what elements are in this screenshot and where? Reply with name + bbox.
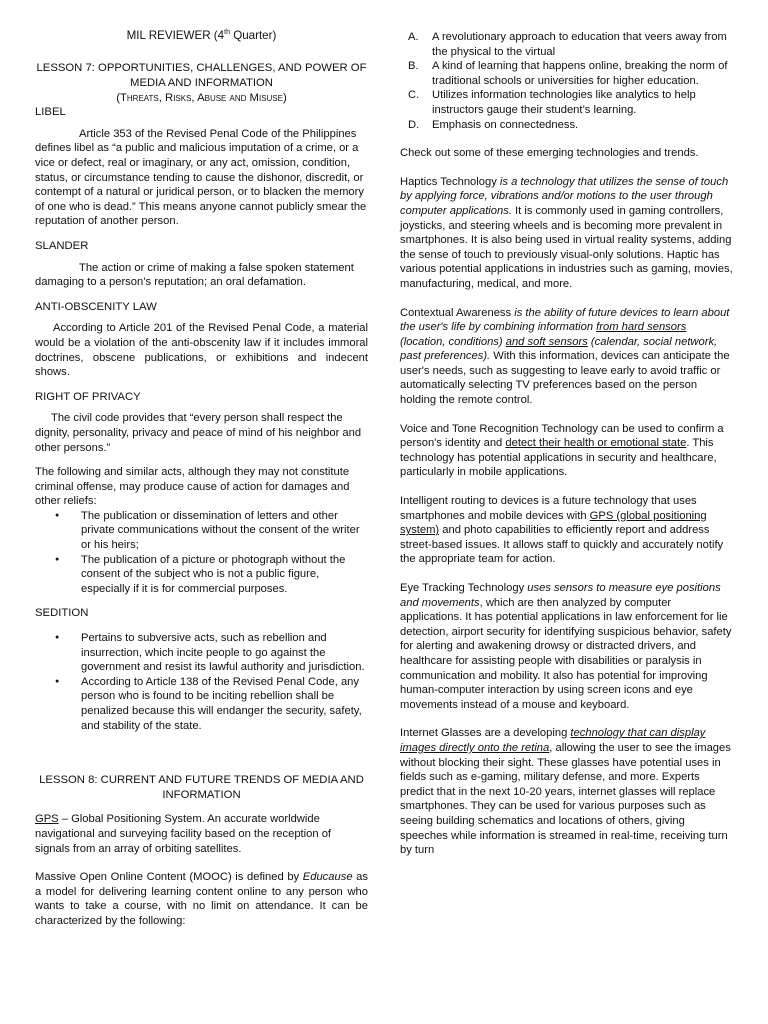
- privacy-acts-paragraph: The following and similar acts, although they may not constitute criminal offense, may produce cause of action for damages and other reliefs:: [35, 466, 350, 508]
- eye-tracking-paragraph: Eye Tracking Technology uses sensors to measure eye positions and movements, which are then analyzed by computer applications. It has potential applications in law enforcement for lie detection, airport security for identifying suspicious behavior, safety for alerting and awakening drowsy or distracted drivers, and healthcare for assisting people with disabilities or paralysis in communication and mobility. It also has potential for improving human-computer interaction by using screen icons and eye movements instead of a mouse and keyboard.: [400, 582, 732, 711]
- list-item: ● Pertains to subversive acts, such as rebellion and insurrection, which incite people to go against the government and resist its lawful authority and jurisdiction.: [81, 631, 368, 675]
- obscenity-paragraph: According to Article 201 of the Revised Penal Code, a material would be a violation of the anti-obscenity law if it includes immoral doctrines, obscene publications, or exhibitions and indecent shows.: [35, 322, 368, 379]
- gps-paragraph: GPS – Global Positioning System. An accurate worldwide navigational and surveying facility based on the reception of signals from an array of orbiting satellites.: [35, 813, 332, 855]
- emerging-heading: Check out some of these emerging technologies and trends.: [400, 147, 699, 160]
- libel-paragraph: Article 353 of the Revised Penal Code of the Philippines defines libel as “a public and malicious imputation of a crime, or a vice or defect, real or imaginary, or any act, omission, condition, status, or circumstance tending to cause the dishonor, discredit, or contempt of a natural or juridical person, or to blacken the memory of one who is dead.” This means anyone cannot publicly smear the reputation of another person.: [35, 127, 367, 228]
- list-item: ● According to Article 138 of the Revised Penal Code, any person who is found to be inciting rebellion shall be penalized because this will endanger the security, safety, and stability of the state.: [81, 675, 368, 733]
- list-item: C. Utilizes information technologies like analytics to help instructors gauge their student’s learning.: [408, 89, 696, 116]
- list-item: ● The publication or dissemination of letters and other private communications without the consent of the writer or his heirs;: [81, 509, 368, 553]
- mooc-paragraph: Massive Open Online Content (MOOC) is defined by Educause as a model for delivering learning content online to any person who wants to take a course, with no limit on attendance. It can be characterized by the following:: [35, 871, 368, 927]
- privacy-paragraph: The civil code provides that “every person shall respect the dignity, personality, privacy and peace of mind of his neighbor and other persons.”: [35, 412, 362, 454]
- obscenity-heading: ANTI-OBSCENITY LAW: [35, 300, 157, 313]
- lesson7-title: LESSON 7: OPPORTUNITIES, CHALLENGES, AND POWER OF MEDIA AND INFORMATION: [36, 62, 367, 90]
- mooc-characteristics-list: [400, 30, 734, 132]
- list-item: D. Emphasis on connectedness.: [408, 118, 579, 131]
- sedition-heading: SEDITION: [35, 607, 89, 620]
- lesson8-title: LESSON 8: CURRENT AND FUTURE TRENDS OF MEDIA AND INFORMATION: [39, 774, 364, 801]
- haptics-paragraph: Haptics Technology is a technology that utilizes the sense of touch by applying force, vibrations and/or motions to the user through computer applications. It is commonly used in gaming controllers, joysticks, and steering wheels and is becoming more prevalent in smartphones. It is also being used in virtual reality systems, adding the sense of touch to previously visual-only solutions. Haptic has various potential applications in industries such as gaming, movies, manufacturing, medical, and more.: [400, 175, 733, 290]
- list-item: B. A kind of learning that happens online, breaking the norm of traditional schools or universities for higher education.: [408, 60, 728, 87]
- slander-paragraph: The action or crime of making a false spoken statement damaging to a person’s reputation; an oral defamation.: [35, 261, 354, 289]
- intelligent-routing-paragraph: Intelligent routing to devices is a future technology that uses smartphones and mobile devices with GPS (global positioning system) and photo capabilities to efficiently report and address street-based issues. It allows staff to quickly and accurately notify the appropriate team for action.: [400, 495, 724, 566]
- list-item: ● The publication of a picture or photograph without the consent of the subject who is not a public figure, especially if it is for commercial purposes.: [81, 553, 368, 597]
- voice-recognition-paragraph: Voice and Tone Recognition Technology can be used to confirm a person's identity and detect their health or emotional state. This technology has potential applications in security and healthcare, particularly in mobile applications.: [400, 422, 724, 479]
- list-item: A. A revolutionary approach to education that veers away from the physical to the virtual: [408, 31, 727, 58]
- libel-heading: LIBEL: [35, 106, 66, 119]
- sedition-bullet-list: [35, 631, 368, 733]
- privacy-bullet-list: [35, 509, 368, 597]
- internet-glasses-paragraph: Internet Glasses are a developing technology that can display images directly onto the retina, allowing the user to see the images without blocking their sight. These glasses have potential uses in fields such as e-gaming, military defense, and more. Experts predict that in the next 10-20 years, internet glasses will replace smartphones. They can be used for various purposes such as seeing building schematics and locations of others, giving speeches while information is streamed in real-time, receiving turn by turn: [400, 727, 731, 857]
- contextual-awareness-paragraph: Contextual Awareness is the ability of future devices to learn about the user's life by combining information from hard sensors (location, conditions) and soft sensors (calendar, social network, past preferences). With this information, devices can anticipate the user's needs, such as suggesting to leave early to avoid traffic or automatically selecting TV preferences based on the person holding the remote control.: [400, 306, 730, 407]
- section-spacer: [35, 743, 368, 773]
- left-column: [35, 26, 368, 929]
- privacy-heading: RIGHT OF PRIVACY: [35, 390, 141, 403]
- right-column: [400, 30, 734, 872]
- lesson7-subtitle: (Threats, Risks, Abuse and Misuse): [116, 91, 287, 104]
- page-title: MIL REVIEWER (4th Quarter): [126, 28, 277, 42]
- slander-heading: SLANDER: [35, 239, 89, 252]
